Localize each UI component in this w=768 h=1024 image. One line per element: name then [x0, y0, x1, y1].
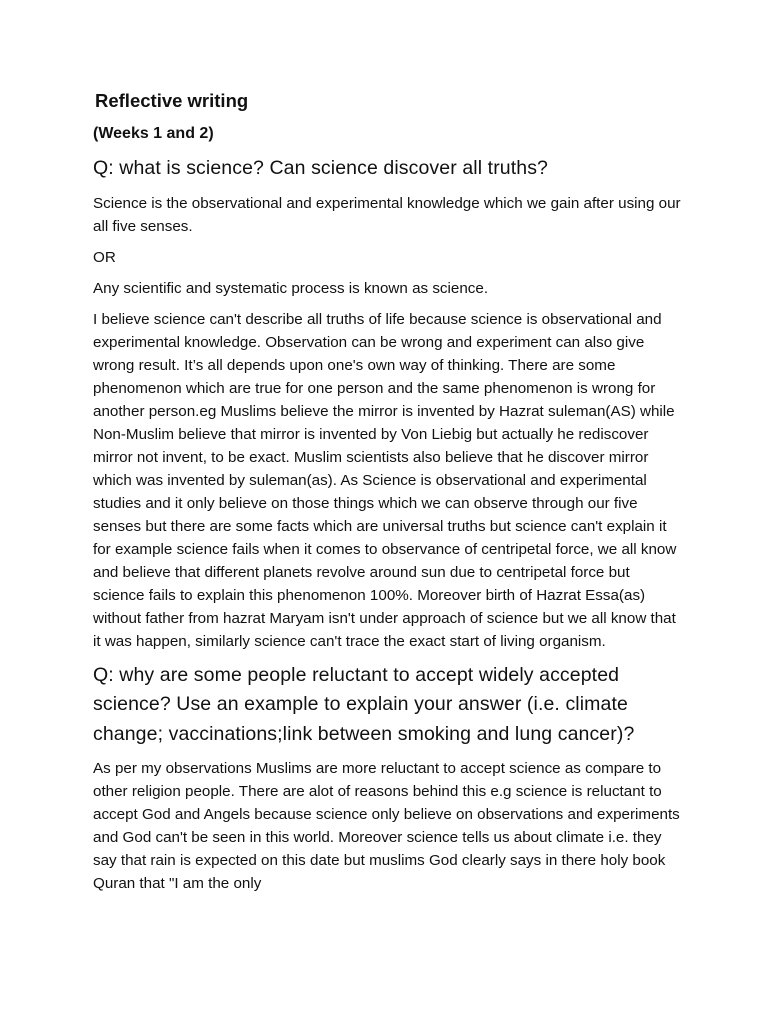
answer-2-paragraph-1: As per my observations Muslims are more reluctant to accept science as compare to other religion people. There are alot of reasons behind this e.g science is reluctant to accept God and Angels because science only believe on observations and experiments and God can't be seen in this world. Moreover science tells us about climate i.e. they say that rain is expected on this date but muslims God clearly says in there holy book Quran that "I am the only [93, 760, 680, 892]
answer-1-paragraph-2: Any scientific and systematic process is known as science. [93, 279, 489, 297]
document-title: Reflective writing [95, 90, 249, 111]
answer-1-or: OR [93, 248, 116, 266]
document-subtitle: (Weeks 1 and 2) [93, 125, 214, 142]
answer-1-paragraph-3: I believe science can't describe all truths of life because science is observational and experimental knowledge. Observation can be wrong and experiment can also give wrong result. It’s all depends upon one's own way of thinking. There are some phenomenon which are true for one person and the same phenomenon is wrong for another person.eg Muslims believe the mirror is invented by Hazrat suleman(AS) while Non-Muslim believe that mirror is invented by Von Liebig but actually he rediscover mirror not invent, to be exact. Muslim scientists also believe that he discover mirror which was invented by suleman(as). As Science is observational and experimental studies and it only believe on those things which we can observe through our five senses but there are some facts which are universal truths but science can't explain it for example science fails when it comes to observance of centripetal force, we all know and believe that different planets revolve around sun due to centripetal force but science fails to explain this phenomenon 100%. Moreover birth of Hazrat Essa(as) without father from hazrat Maryam isn't under approach of science but we all know that it was happen, similarly science can't trace the exact start of living organism. [93, 310, 677, 650]
question-2: Q: why are some people reluctant to accept widely accepted science? Use an example to explain your answer (i.e. climate change; vaccinations;link between smoking and lung cancer)? [93, 663, 635, 745]
question-1: Q: what is science? Can science discover all truths? [93, 157, 548, 179]
answer-1-paragraph-1: Science is the observational and experimental knowledge which we gain after using our all five senses. [93, 194, 681, 235]
document-page [93, 88, 685, 895]
